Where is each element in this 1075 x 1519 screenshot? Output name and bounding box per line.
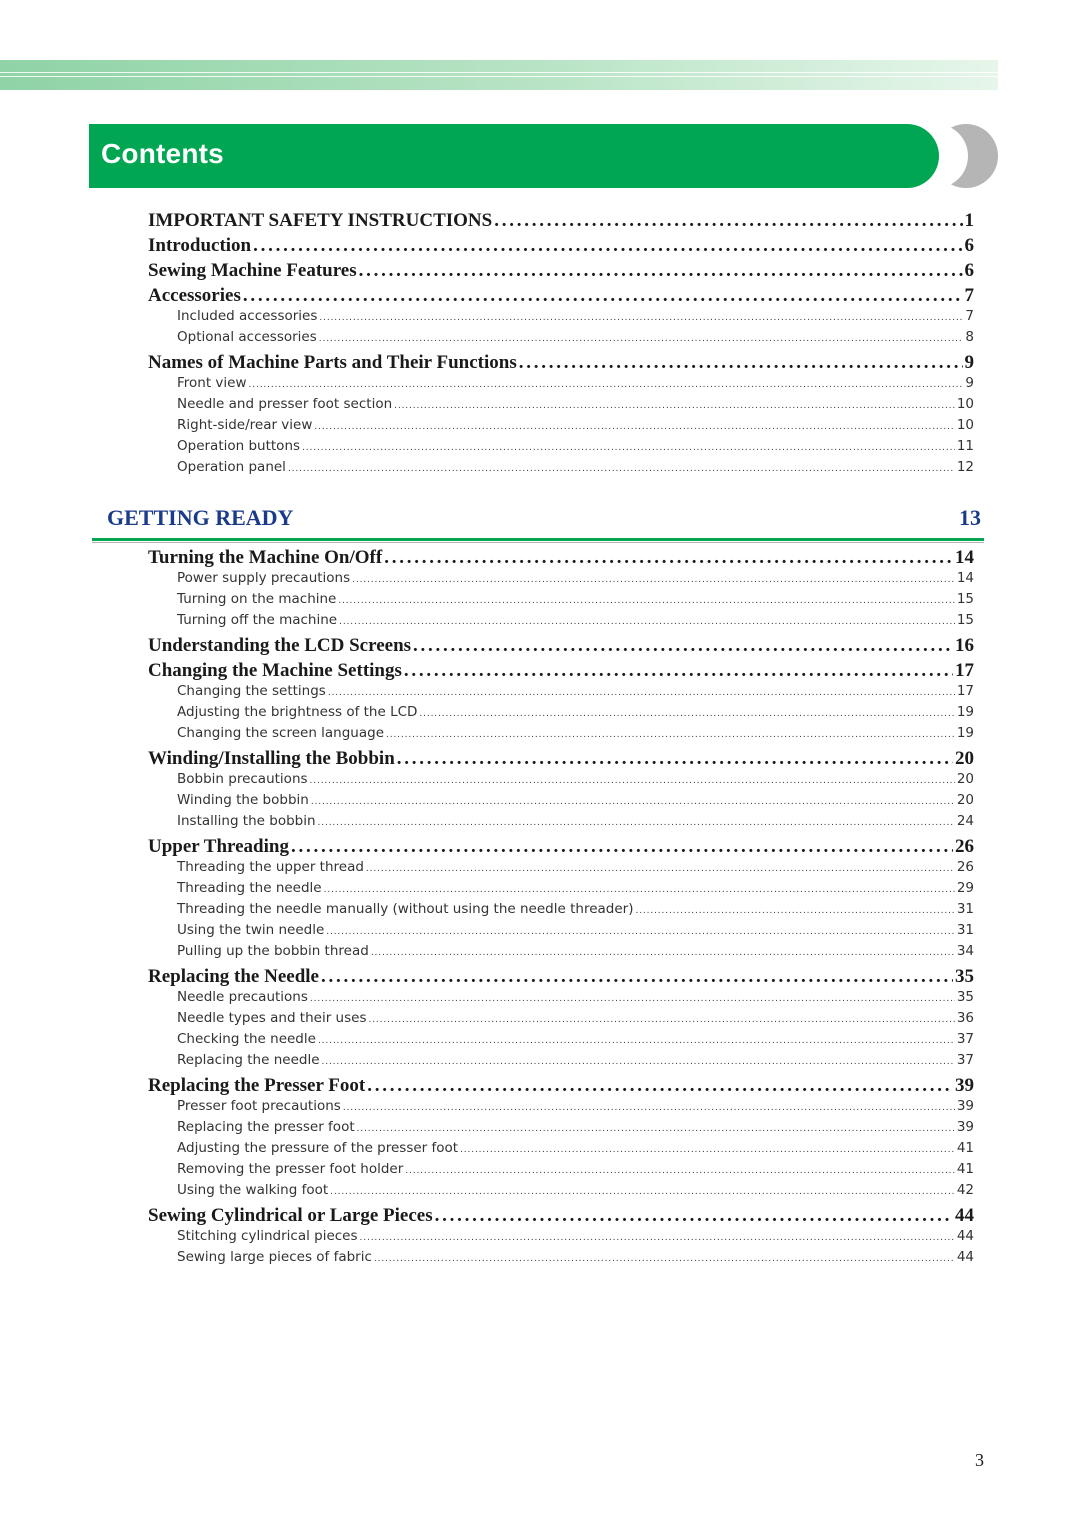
toc-entry-page: 9 (965, 375, 974, 391)
toc-leader-dots (405, 1166, 955, 1176)
toc-entry-page: 41 (956, 1140, 974, 1156)
toc-entry-title: Optional accessories (177, 329, 317, 345)
toc-leader-dots (367, 1075, 953, 1097)
toc-entry-page: 7 (964, 285, 974, 306)
toc-entry-title: Presser foot precautions (177, 1098, 341, 1114)
toc-entry-title: Accessories (148, 285, 241, 306)
toc-subentry[interactable] (177, 329, 974, 345)
toc-entry-page: 9 (964, 352, 974, 373)
toc-entry-title: Pulling up the bobbin thread (177, 943, 369, 959)
toc-entry-page: 6 (964, 260, 974, 281)
toc-entry-title: Winding the bobbin (177, 792, 309, 808)
toc-entry-title: Introduction (148, 235, 252, 256)
toc-entry-page: 44 (955, 1205, 974, 1226)
toc-subentry[interactable] (177, 459, 974, 475)
toc-entry-page: 44 (956, 1249, 974, 1265)
toc-entry-page: 42 (956, 1182, 974, 1198)
toc-leader-dots (322, 1057, 955, 1067)
toc-subentry[interactable] (177, 771, 974, 787)
toc-entry-page: 29 (956, 880, 974, 896)
toc-subentry[interactable] (177, 1098, 974, 1114)
toc-subentry[interactable] (177, 922, 974, 938)
toc-leader-dots (371, 948, 955, 958)
toc-leader-dots (291, 836, 953, 858)
toc-entry-title: Stitching cylindrical pieces (177, 1228, 358, 1244)
toc-entry[interactable] (148, 547, 974, 569)
toc-entry-title: Needle types and their uses (177, 1010, 367, 1026)
toc-entry-title: Installing the bobbin (177, 813, 316, 829)
toc-entry-page: 14 (955, 547, 974, 568)
toc-entry-title: Turning on the machine (177, 591, 337, 607)
toc-leader-dots (366, 864, 955, 874)
toc-entry-title: Using the twin needle (177, 922, 325, 938)
toc-entry-page: 19 (956, 725, 974, 741)
toc-leader-dots (360, 1233, 955, 1243)
toc-entry-page: 37 (956, 1031, 974, 1047)
toc-entry-title: Threading the needle (177, 880, 322, 896)
toc-leader-dots (321, 966, 953, 988)
toc-entry[interactable] (148, 660, 974, 682)
toc-entry-title: Power supply precautions (177, 570, 351, 586)
toc-entry-title: Changing the settings (177, 683, 326, 699)
toc-subentry[interactable] (177, 859, 974, 875)
toc-leader-dots (324, 885, 955, 895)
toc-entry-page: 36 (956, 1010, 974, 1026)
toc-entry-title: Replacing the needle (177, 1052, 320, 1068)
toc-subentry[interactable] (177, 1140, 974, 1156)
toc-entry-page: 39 (955, 1075, 974, 1096)
toc-entry-page: 10 (956, 417, 974, 433)
toc-entry-title: Changing the Machine Settings (148, 660, 402, 681)
toc-subentry[interactable] (177, 901, 974, 917)
toc-entry-title: Replacing the Needle (148, 966, 319, 987)
page-number: 3 (975, 1450, 984, 1470)
toc-entry-title: Checking the needle (177, 1031, 316, 1047)
section-rule (92, 538, 984, 541)
toc-leader-dots (338, 596, 954, 606)
toc-entry-title: Included accessories (177, 308, 318, 324)
toc-leader-dots (310, 994, 955, 1004)
toc-subentry[interactable] (177, 591, 974, 607)
toc-subentry[interactable] (177, 989, 974, 1005)
toc-leader-dots (326, 927, 955, 937)
toc-entry-page: 6 (964, 235, 974, 256)
toc-entry-title: Names of Machine Parts and Their Functions (148, 352, 517, 373)
toc-subentry[interactable] (177, 1161, 974, 1177)
toc-entry[interactable] (148, 836, 974, 858)
toc-subentry[interactable] (177, 1052, 974, 1068)
toc-entry-page: 26 (956, 859, 974, 875)
toc-entry-page: 44 (956, 1228, 974, 1244)
toc-leader-dots (386, 730, 955, 740)
toc-entry-title: Needle and presser foot section (177, 396, 393, 412)
toc-leader-dots (435, 1205, 953, 1227)
toc-entry[interactable] (148, 352, 974, 374)
toc-entry-page: 20 (956, 771, 974, 787)
toc-leader-dots (302, 443, 955, 453)
toc-subentry[interactable] (177, 1010, 974, 1026)
toc-entry-title: Adjusting the brightness of the LCD (177, 704, 418, 720)
toc-entry[interactable] (148, 235, 974, 257)
toc-leader-dots (319, 334, 964, 344)
toc-subentry[interactable] (177, 438, 974, 454)
toc-entry-title: Threading the needle manually (without using the needle threader) (177, 901, 634, 917)
toc-entry[interactable] (148, 210, 974, 232)
toc-entry-page: 39 (956, 1119, 974, 1135)
toc-subentry[interactable] (177, 612, 974, 628)
toc-leader-dots (635, 906, 954, 916)
toc-entry-page: 35 (955, 966, 974, 987)
toc-leader-dots (357, 1124, 955, 1134)
toc-entry-page: 39 (956, 1098, 974, 1114)
section-heading-page: 13 (959, 505, 981, 530)
toc-leader-dots (397, 748, 953, 770)
toc-entry-title: Operation panel (177, 459, 286, 475)
toc-leader-dots (374, 1254, 955, 1264)
section-rule-shadow (92, 542, 984, 543)
page-title: Contents (101, 138, 224, 169)
toc-subentry[interactable] (177, 813, 974, 829)
toc-leader-dots (494, 210, 962, 232)
toc-entry-page: 34 (956, 943, 974, 959)
toc-leader-dots (311, 797, 955, 807)
toc-leader-dots (253, 235, 962, 257)
toc-entry-title: IMPORTANT SAFETY INSTRUCTIONS (148, 210, 493, 231)
toc-entry-title: Needle precautions (177, 989, 308, 1005)
toc-entry-page: 10 (956, 396, 974, 412)
contents-banner (89, 124, 939, 188)
toc-subentry[interactable] (177, 880, 974, 896)
toc-entry-page: 16 (955, 635, 974, 656)
toc-entry-page: 1 (964, 210, 974, 231)
toc-subentry[interactable] (177, 1031, 974, 1047)
toc-leader-dots (343, 1103, 955, 1113)
toc-subentry[interactable] (177, 375, 974, 391)
toc-leader-dots (318, 1036, 955, 1046)
toc-entry-page: 31 (956, 922, 974, 938)
toc-entry-title: Sewing Machine Features (148, 260, 357, 281)
toc-subentry[interactable] (177, 683, 974, 699)
toc-entry-page: 31 (956, 901, 974, 917)
toc-entry-title: Changing the screen language (177, 725, 385, 741)
toc-entry-title: Right-side/rear view (177, 417, 313, 433)
decorative-top-band (0, 60, 998, 90)
toc-entry-title: Front view (177, 375, 247, 391)
section-heading[interactable] (107, 505, 981, 531)
toc-entry-page: 15 (956, 612, 974, 628)
toc-subentry[interactable] (177, 943, 974, 959)
toc-leader-dots (243, 285, 963, 307)
toc-entry-page: 41 (956, 1161, 974, 1177)
toc-leader-dots (519, 352, 963, 374)
toc-subentry[interactable] (177, 1228, 974, 1244)
section-heading-title: GETTING READY (107, 505, 294, 530)
toc-leader-dots (330, 1187, 955, 1197)
toc-entry-page: 20 (955, 748, 974, 769)
toc-entry-page: 14 (956, 570, 974, 586)
toc-entry-page: 17 (956, 683, 974, 699)
toc-leader-dots (413, 635, 953, 657)
toc-entry-page: 24 (956, 813, 974, 829)
toc-subentry[interactable] (177, 417, 974, 433)
toc-entry-page: 37 (956, 1052, 974, 1068)
toc-leader-dots (318, 818, 955, 828)
toc-leader-dots (310, 776, 955, 786)
toc-entry-title: Understanding the LCD Screens (148, 635, 412, 656)
toc-entry-title: Operation buttons (177, 438, 301, 454)
toc-entry-title: Turning the Machine On/Off (148, 547, 383, 568)
toc-entry-title: Adjusting the pressure of the presser foot (177, 1140, 459, 1156)
toc-leader-dots (249, 380, 964, 390)
toc-leader-dots (404, 660, 953, 682)
toc-leader-dots (368, 1015, 954, 1025)
toc-entry-title: Removing the presser foot holder (177, 1161, 404, 1177)
toc-entry[interactable] (148, 285, 974, 307)
toc-subentry[interactable] (177, 1119, 974, 1135)
toc-entry-page: 15 (956, 591, 974, 607)
toc-entry-title: Threading the upper thread (177, 859, 364, 875)
toc-entry-page: 19 (956, 704, 974, 720)
toc-entry-page: 8 (965, 329, 974, 345)
toc-subentry[interactable] (177, 792, 974, 808)
toc-leader-dots (460, 1145, 955, 1155)
toc-leader-dots (394, 401, 955, 411)
toc-leader-dots (419, 709, 954, 719)
toc-subentry[interactable] (177, 396, 974, 412)
toc-leader-dots (328, 688, 955, 698)
toc-entry-page: 17 (955, 660, 974, 681)
toc-entry-title: Replacing the presser foot (177, 1119, 355, 1135)
toc-subentry[interactable] (177, 1182, 974, 1198)
toc-entry[interactable] (148, 1075, 974, 1097)
toc-entry-title: Replacing the Presser Foot (148, 1075, 366, 1096)
toc-entry-page: 35 (956, 989, 974, 1005)
toc-subentry[interactable] (177, 704, 974, 720)
toc-subentry[interactable] (177, 1249, 974, 1265)
toc-leader-dots (384, 547, 953, 569)
toc-entry-title: Bobbin precautions (177, 771, 308, 787)
toc-leader-dots (314, 422, 954, 432)
toc-entry[interactable] (148, 748, 974, 770)
toc-entry-title: Winding/Installing the Bobbin (148, 748, 395, 769)
toc-subentry[interactable] (177, 725, 974, 741)
toc-leader-dots (359, 260, 963, 282)
toc-leader-dots (352, 575, 955, 585)
toc-leader-dots (288, 464, 955, 474)
toc-entry[interactable] (148, 1205, 974, 1227)
toc-entry-title: Upper Threading (148, 836, 289, 857)
toc-entry-page: 11 (956, 438, 974, 454)
toc-entry[interactable] (148, 966, 974, 988)
toc-entry-page: 20 (956, 792, 974, 808)
toc-entry-page: 7 (965, 308, 974, 324)
toc-entry-title: Turning off the machine (177, 612, 338, 628)
toc-entry-title: Using the walking foot (177, 1182, 329, 1198)
toc-entry-title: Sewing Cylindrical or Large Pieces (148, 1205, 433, 1226)
toc-leader-dots (339, 617, 955, 627)
toc-subentry[interactable] (177, 308, 974, 324)
toc-entry[interactable] (148, 260, 974, 282)
toc-entry-title: Sewing large pieces of fabric (177, 1249, 372, 1265)
toc-entry-page: 26 (955, 836, 974, 857)
toc-subentry[interactable] (177, 570, 974, 586)
toc-leader-dots (319, 313, 963, 323)
toc-entry-page: 12 (956, 459, 974, 475)
toc-entry[interactable] (148, 635, 974, 657)
